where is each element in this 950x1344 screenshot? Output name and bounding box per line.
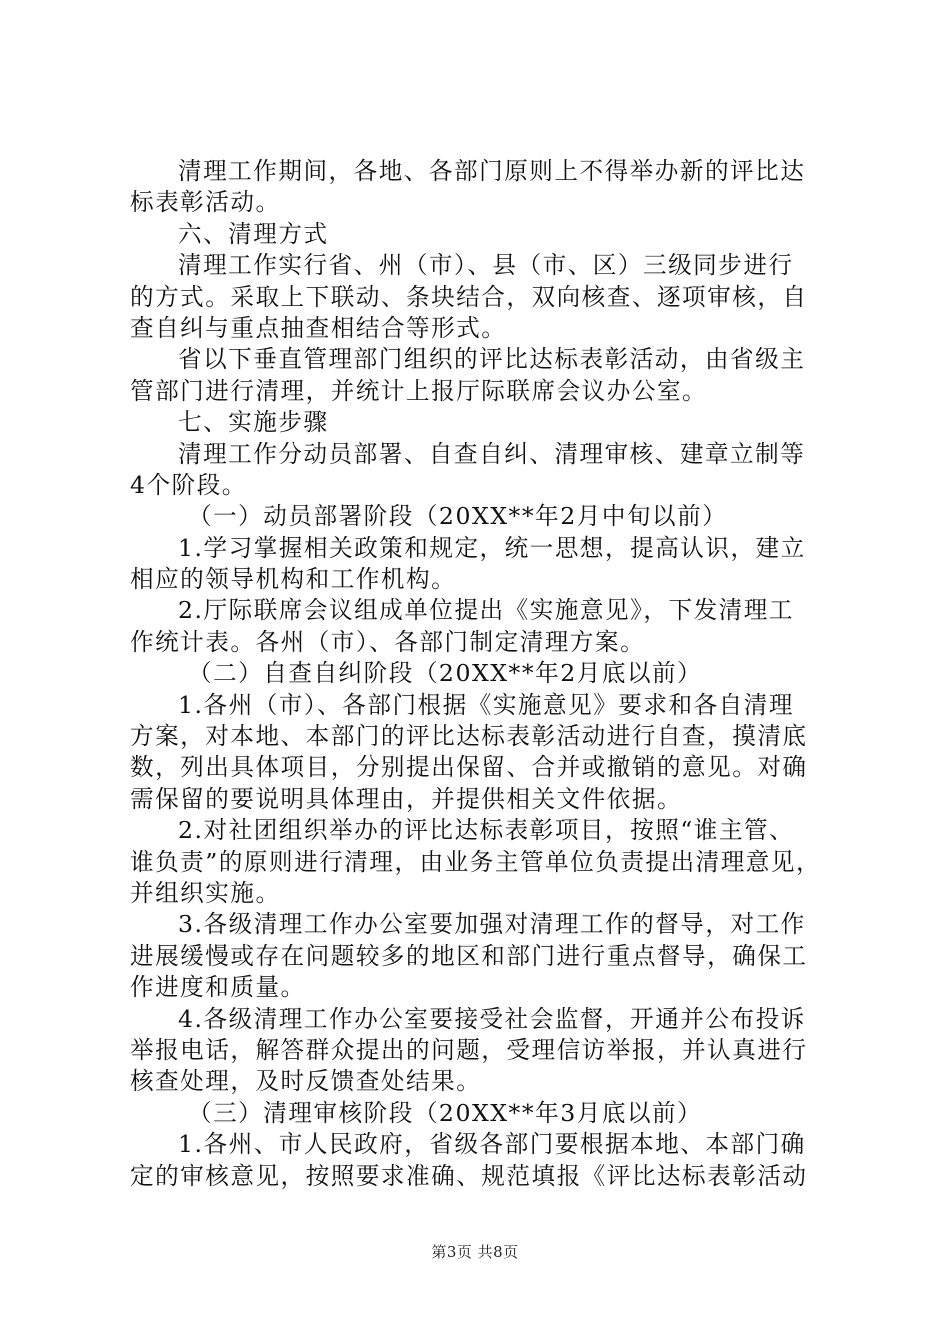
text-line: 作统计表。各州（市）、各部门制定清理方案。	[130, 627, 646, 656]
text-line: 需保留的要说明具体理由，并提供相关文件依据。	[130, 784, 683, 813]
text-line: 并组织实施。	[130, 878, 281, 907]
text-line: 进展缓慢或存在问题较多的地区和部门进行重点督导，确保工	[130, 941, 808, 970]
text-line: 数，列出具体项目，分别提出保留、合并或撤销的意见。对确	[130, 753, 808, 782]
text-line: 省以下垂直管理部门组织的评比达标表彰活动，由省级主	[178, 345, 806, 374]
text-line: 定的审核意见，按照要求准确、规范填报《评比达标表彰活动	[130, 1161, 808, 1190]
text-line: 清理工作分动员部署、自查自纠、清理审核、建章立制等	[178, 439, 806, 468]
text-line: （一）动员部署阶段（20XX**年2月中旬以前）	[188, 502, 728, 531]
text-line: 标表彰活动。	[130, 188, 281, 217]
text-line: 4个阶段。	[130, 470, 247, 499]
text-line: 方案，对本地、本部门的评比达标表彰活动进行自查，摸清底	[130, 722, 808, 751]
text-line: 相应的领导机构和工作机构。	[130, 565, 457, 594]
text-line: 核查处理，及时反馈查处结果。	[130, 1067, 482, 1096]
text-line: （三）清理审核阶段（20XX**年3月底以前）	[188, 1098, 703, 1127]
text-line: 1.各州（市）、各部门根据《实施意见》要求和各自清理	[178, 690, 794, 719]
text-line: 清理工作期间，各地、各部门原则上不得举办新的评比达	[178, 157, 806, 185]
document-body	[130, 156, 835, 1192]
text-line: 4.各级清理工作办公室要接受社会监督，开通并公布投诉	[178, 1004, 806, 1033]
text-line: 清理工作实行省、州（市）、县（市、区）三级同步进行	[178, 251, 794, 280]
text-line: 管部门进行清理，并统计上报厅际联席会议办公室。	[130, 376, 708, 405]
text-line: 2.对社团组织举办的评比达标表彰项目，按照“谁主管、	[178, 816, 795, 845]
text-line: 六、清理方式	[178, 219, 329, 248]
text-line: 举报电话，解答群众提出的问题，受理信访举报，并认真进行	[130, 1035, 808, 1064]
page-footer: 第3页 共8页	[431, 1243, 519, 1261]
text-line: 七、实施步骤	[178, 408, 329, 437]
text-line: 作进度和质量。	[130, 973, 306, 1002]
text-line: 1.各州、市人民政府，省级各部门要根据本地、本部门确	[178, 1130, 806, 1159]
text-line: 谁负责”的原则进行清理，由业务主管单位负责提出清理意见，	[130, 847, 822, 876]
text-line: 的方式。采取上下联动、条块结合，双向核查、逐项审核，自	[130, 282, 808, 311]
text-line: 3.各级清理工作办公室要加强对清理工作的督导，对工作	[178, 910, 806, 939]
text-line: 查自纠与重点抽查相结合等形式。	[130, 313, 507, 342]
text-line: 2.厅际联席会议组成单位提出《实施意见》，下发清理工	[178, 596, 794, 625]
text-line: （二）自查自纠阶段（20XX**年2月底以前）	[188, 659, 703, 688]
text-line: 1.学习掌握相关政策和规定，统一思想，提高认识，建立	[178, 533, 806, 562]
